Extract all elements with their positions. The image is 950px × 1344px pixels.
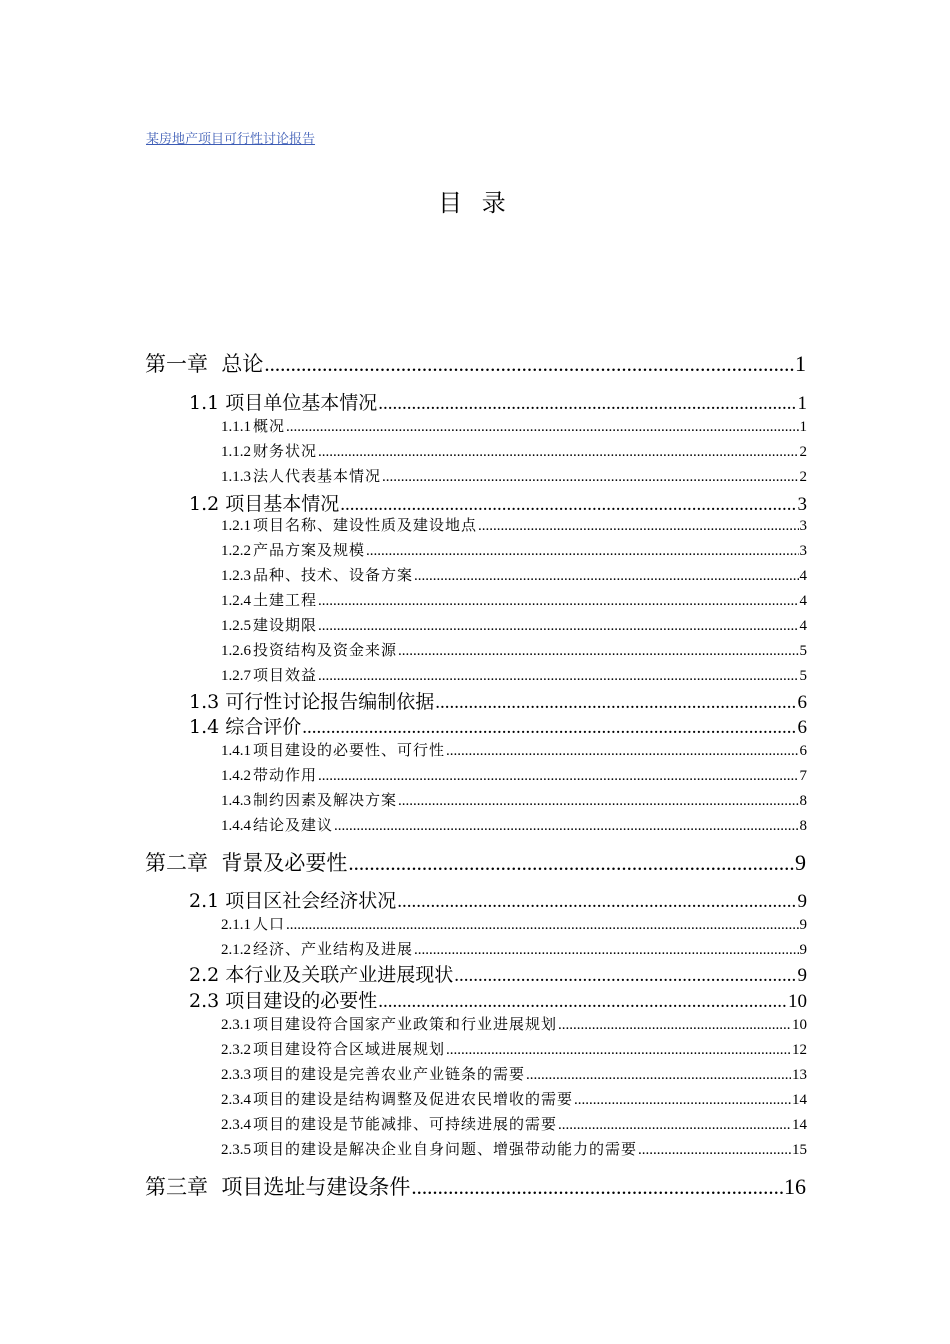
toc-entry[interactable]	[221, 1063, 807, 1084]
toc-entry-label: 结论及建议	[253, 816, 334, 834]
toc-dot-leader	[558, 1017, 791, 1034]
toc-entry-number: 1.2.1	[221, 518, 251, 534]
toc-entry-number: 1.2.6	[221, 643, 251, 659]
toc-entry-number: 2.2	[189, 964, 220, 986]
toc-entry-title	[189, 489, 339, 516]
toc-page-number: 5	[799, 643, 807, 659]
toc-entry[interactable]	[221, 814, 807, 835]
toc-entry-number: 2.1.1	[221, 917, 251, 933]
toc-entry-number: 1.1.1	[221, 419, 251, 435]
toc-entry-label: 可行性讨论报告编制依据	[225, 691, 435, 713]
toc-entry-title	[221, 664, 317, 685]
toc-entry-title	[221, 639, 397, 660]
toc-entry-label: 产品方案及规模	[253, 541, 366, 559]
toc-page-number: 3	[797, 494, 807, 515]
toc-page-number: 14	[792, 1092, 807, 1108]
toc-entry-title	[221, 589, 317, 610]
toc-dot-leader	[378, 991, 787, 1013]
toc-entry-title	[221, 739, 445, 760]
toc-entry[interactable]	[221, 913, 807, 934]
toc-entry[interactable]	[145, 348, 806, 378]
toc-entry-title	[221, 1013, 557, 1034]
toc-entry-label: 财务状况	[253, 442, 318, 460]
toc-entry-label: 制约因素及解决方案	[253, 791, 398, 809]
toc-entry-title	[221, 514, 477, 535]
toc-entry-title	[221, 1063, 525, 1084]
toc-entry-number: 1.3	[189, 691, 220, 713]
toc-entry-label: 项目选址与建设条件	[221, 1175, 411, 1199]
toc-entry-label: 带动作用	[253, 766, 318, 784]
toc-page-number: 9	[799, 917, 807, 933]
toc-entry-number: 1.2.4	[221, 593, 251, 609]
toc-dot-leader	[318, 668, 798, 685]
toc-entry[interactable]	[189, 886, 807, 913]
toc-page-number: 1	[795, 351, 806, 376]
toc-dot-leader	[638, 1142, 791, 1159]
toc-entry-number: 2.3.5	[221, 1142, 251, 1158]
toc-entry-title	[145, 1171, 410, 1201]
toc-entry-number: 1.1.3	[221, 469, 251, 485]
toc-page-number: 9	[797, 891, 807, 912]
toc-entry-title	[221, 938, 413, 959]
toc-entry-label: 综合评价	[225, 716, 302, 738]
toc-entry-number: 1.4.1	[221, 743, 251, 759]
toc-dot-leader	[348, 851, 794, 876]
toc-page-number: 6	[799, 743, 807, 759]
toc-entry-label: 项目的建设是节能减排、可持续进展的需要	[253, 1115, 558, 1133]
toc-dot-leader	[264, 352, 794, 377]
toc-entry-number: 1.2	[189, 493, 220, 515]
toc-dot-leader	[526, 1067, 791, 1084]
toc-dot-leader	[558, 1117, 791, 1134]
toc-dot-leader	[414, 942, 798, 959]
toc-page-number: 16	[784, 1174, 806, 1199]
toc-entry-label: 项目名称、建设性质及建设地点	[253, 516, 478, 534]
toc-entry-label: 总论	[221, 352, 264, 376]
toc-entry[interactable]	[189, 712, 807, 739]
toc-entry-title	[145, 348, 263, 378]
toc-entry[interactable]	[221, 539, 807, 560]
toc-dot-leader	[334, 818, 798, 835]
toc-entry-title	[221, 913, 285, 934]
toc-entry-title	[221, 1038, 445, 1059]
toc-dot-leader	[446, 743, 798, 760]
toc-dot-leader	[446, 1042, 791, 1059]
toc-page-number: 13	[792, 1067, 807, 1083]
toc-dot-leader	[318, 593, 798, 610]
toc-entry-title	[221, 789, 397, 810]
toc-entry-label: 经济、产业结构及进展	[253, 940, 414, 958]
toc-entry[interactable]	[221, 514, 807, 535]
toc-dot-leader	[382, 469, 798, 486]
toc-entry-title	[221, 1088, 573, 1109]
toc-entry[interactable]	[221, 764, 807, 785]
toc-dot-leader	[302, 717, 796, 739]
toc-page-number: 10	[792, 1017, 807, 1033]
toc-entry[interactable]	[221, 1113, 807, 1134]
toc-entry-number: 第二章	[145, 851, 208, 875]
toc-entry-label: 本行业及关联产业进展现状	[225, 964, 454, 986]
toc-entry-number: 1.2.5	[221, 618, 251, 634]
toc-page-number: 6	[797, 692, 807, 713]
toc-entry-number: 2.3.3	[221, 1067, 251, 1083]
toc-entry-label: 项目的建设是解决企业自身问题、增强带动能力的需要	[253, 1140, 638, 1158]
toc-entry-title	[221, 440, 317, 461]
toc-dot-leader	[574, 1092, 791, 1109]
toc-entry-label: 项目建设的必要性	[225, 990, 378, 1012]
toc-entry[interactable]	[221, 789, 807, 810]
toc-entry-title	[221, 465, 381, 486]
toc-entry-title	[189, 687, 434, 714]
toc-entry-title	[221, 415, 285, 436]
toc-entry[interactable]	[221, 1038, 807, 1059]
toc-page-number: 15	[792, 1142, 807, 1158]
toc-dot-leader	[398, 793, 798, 810]
toc-entry-label: 法人代表基本情况	[253, 467, 382, 485]
toc-dot-leader	[366, 543, 798, 560]
toc-entry-number: 1.2.2	[221, 543, 251, 559]
toc-dot-leader	[411, 1175, 783, 1200]
toc-dot-leader	[318, 618, 798, 635]
toc-entry[interactable]	[221, 1088, 807, 1109]
toc-entry-title	[189, 388, 377, 415]
toc-entry[interactable]	[221, 440, 807, 461]
toc-page-number: 3	[799, 518, 807, 534]
toc-entry-label: 项目建设的必要性、可行性	[253, 741, 446, 759]
toc-page-number: 9	[797, 965, 807, 986]
toc-entry-number: 1.4.2	[221, 768, 251, 784]
toc-page-number: 8	[799, 793, 807, 809]
toc-entry[interactable]	[221, 639, 807, 660]
toc-page-number: 2	[799, 444, 807, 460]
toc-page-number: 12	[792, 1042, 807, 1058]
toc-entry-number: 第三章	[145, 1175, 208, 1199]
toc-entry[interactable]	[221, 938, 807, 959]
toc-entry[interactable]	[221, 415, 807, 436]
toc-entry-number: 1.4	[189, 716, 220, 738]
toc-entry-number: 1.2.3	[221, 568, 251, 584]
toc-entry[interactable]	[145, 847, 806, 877]
toc-page-number: 5	[799, 668, 807, 684]
toc-entry-label: 项目的建设是结构调整及促进农民增收的需要	[253, 1090, 574, 1108]
toc-entry[interactable]	[189, 960, 807, 987]
toc-entry-label: 项目建设符合国家产业政策和行业进展规划	[253, 1015, 558, 1033]
toc-entry[interactable]	[221, 564, 807, 585]
toc-entry-number: 2.3.1	[221, 1017, 251, 1033]
toc-entry-label: 背景及必要性	[221, 851, 348, 875]
toc-entry-number: 2.1	[189, 890, 220, 912]
toc-entry-number: 2.3.4	[221, 1117, 251, 1133]
toc-entry-title	[145, 847, 347, 877]
toc-page-number: 9	[795, 850, 806, 875]
toc-entry-title	[221, 1113, 557, 1134]
toc-dot-leader	[318, 444, 798, 461]
toc-title: 目 录	[438, 189, 512, 217]
toc-entry-label: 项目的建设是完善农业产业链条的需要	[253, 1065, 526, 1083]
toc-page-number: 10	[788, 991, 807, 1012]
toc-entry[interactable]	[221, 589, 807, 610]
toc-entry-label: 建设期限	[253, 616, 318, 634]
toc-entry-title	[221, 1138, 637, 1159]
toc-page-number: 2	[799, 469, 807, 485]
toc-entry[interactable]	[189, 388, 807, 415]
toc-dot-leader	[378, 393, 796, 415]
toc-entry-label: 人口	[253, 915, 286, 933]
toc-entry-number: 1.2.7	[221, 668, 251, 684]
toc-entry-title	[221, 764, 317, 785]
toc-dot-leader	[454, 965, 796, 987]
header-title-link[interactable]: 某房地产项目可行性讨论报告	[146, 132, 316, 147]
toc-entry-number: 1.4.3	[221, 793, 251, 809]
toc-entry[interactable]	[145, 1171, 806, 1201]
toc-entry-number: 1.4.4	[221, 818, 251, 834]
toc-page-number: 4	[799, 593, 807, 609]
toc-entry-label: 项目单位基本情况	[225, 392, 378, 414]
toc-entry-label: 项目基本情况	[225, 493, 340, 515]
toc-entry[interactable]	[221, 664, 807, 685]
toc-dot-leader	[397, 891, 796, 913]
toc-entry-title	[189, 712, 301, 739]
toc-entry-number: 2.3.2	[221, 1042, 251, 1058]
toc-entry-title	[189, 960, 453, 987]
toc-entry-title	[221, 539, 365, 560]
toc-entry-label: 投资结构及资金来源	[253, 641, 398, 659]
toc-entry-label: 项目建设符合区域进展规划	[253, 1040, 446, 1058]
toc-entry[interactable]	[189, 986, 807, 1013]
toc-dot-leader	[318, 768, 798, 785]
toc-entry-number: 第一章	[145, 352, 208, 376]
toc-entry[interactable]	[189, 687, 807, 714]
toc-page-number: 6	[797, 717, 807, 738]
toc-entry-label: 品种、技术、设备方案	[253, 566, 414, 584]
toc-dot-leader	[478, 518, 798, 535]
toc-entry[interactable]	[221, 465, 807, 486]
toc-page-number: 9	[799, 942, 807, 958]
toc-dot-leader	[435, 692, 796, 714]
toc-dot-leader	[286, 917, 798, 934]
toc-entry-title	[221, 614, 317, 635]
toc-page-number: 4	[799, 568, 807, 584]
toc-dot-leader	[286, 419, 798, 436]
toc-entry-number: 2.3.4	[221, 1092, 251, 1108]
toc-page-number: 3	[799, 543, 807, 559]
toc-page-number: 1	[797, 393, 807, 414]
toc-dot-leader	[340, 494, 796, 516]
toc-page-number: 7	[799, 768, 807, 784]
toc-entry-number: 2.1.2	[221, 942, 251, 958]
toc-entry-number: 2.3	[189, 990, 220, 1012]
toc-entry-number: 1.1	[189, 392, 220, 414]
toc-dot-leader	[414, 568, 798, 585]
toc-entry[interactable]	[221, 739, 807, 760]
toc-entry-label: 概况	[253, 417, 286, 435]
toc-entry[interactable]	[221, 614, 807, 635]
toc-dot-leader	[398, 643, 798, 660]
toc-entry-label: 土建工程	[253, 591, 318, 609]
toc-entry-label: 项目区社会经济状况	[225, 890, 397, 912]
toc-entry-title	[189, 986, 377, 1013]
toc-entry-label: 项目效益	[253, 666, 318, 684]
toc-entry[interactable]	[189, 489, 807, 516]
toc-page-number: 8	[799, 818, 807, 834]
toc-entry-title	[221, 814, 333, 835]
toc-page-number: 4	[799, 618, 807, 634]
toc-entry[interactable]	[221, 1138, 807, 1159]
toc-entry-number: 1.1.2	[221, 444, 251, 460]
toc-entry[interactable]	[221, 1013, 807, 1034]
toc-page-number: 14	[792, 1117, 807, 1133]
toc-entry-title	[221, 564, 413, 585]
toc-entry-title	[189, 886, 396, 913]
toc-page-number: 1	[799, 419, 807, 435]
